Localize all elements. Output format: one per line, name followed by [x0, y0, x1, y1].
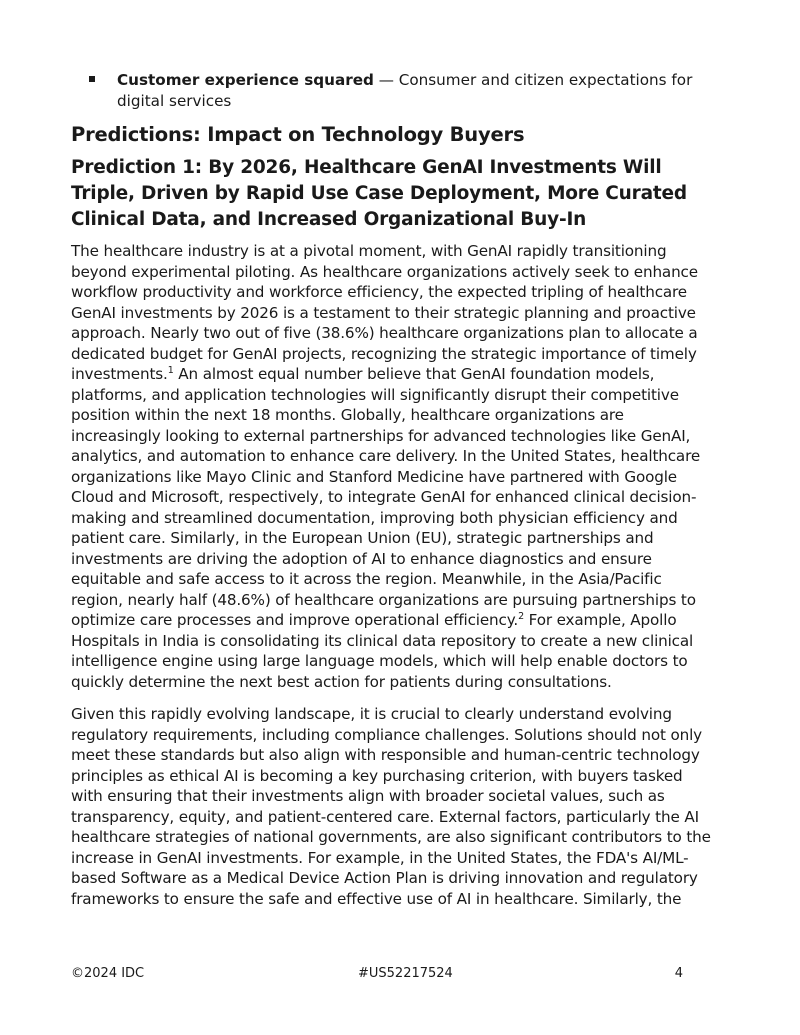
- prediction-heading: Prediction 1: By 2026, Healthcare GenAI Investments Will Triple, Driven by Rapid Use Case Deployment, More Curated Clinical Data, and Increased Organizational Buy-In: [71, 157, 687, 230]
- paragraph-text: For example, Apollo Hospitals in India is consolidating its clinical data repository to create a new clinical intelligence engine using large language models, which will help enable doctors to quickly determine the next best action for patients during consultations.: [71, 611, 694, 691]
- paragraph-text: An almost equal number believe that GenAI foundation models, platforms, and application technologies will significantly disrupt their competitive position within the next 18 months. Globally, healthcare organizations are increasingly looking to external partnerships for advanced technologies like GenAI, analytics, and automation to enhance care delivery. In the United States, healthcare organizations like Mayo Clinic and Stanford Medicine have partnered with Google Cloud and Microsoft, respectively, to integrate GenAI for enhanced clinical decision-making and streamlined documentation, improving both physician efficiency and patient care. Similarly, in the European Union (EU), strategic partnerships and investments are driving the adoption of AI to enhance diagnostics and ensure equitable and safe access to it across the region. Meanwhile, in the Asia/Pacific region, nearly half (48.6%) of healthcare organizations are pursuing partnerships to optimize care processes and improve operational efficiency.: [71, 365, 701, 629]
- footer-copyright: ©2024 IDC: [71, 966, 145, 981]
- bullet-text: — Consumer and citizen expectations for digital services: [117, 71, 693, 110]
- square-bullet-icon: [89, 76, 95, 82]
- bullet-term: Customer experience squared: [117, 71, 374, 89]
- page-footer: [71, 966, 683, 986]
- body-paragraph-1: [71, 241, 716, 692]
- footer-document-id: #US52217524: [358, 966, 453, 981]
- footnote-reference[interactable]: 1: [167, 364, 174, 376]
- paragraph-text: The healthcare industry is at a pivotal moment, with GenAI rapidly transitioning beyond experimental piloting. As healthcare organizations actively seek to enhance workflow productivity and workforce efficiency, the expected tripling of healthcare GenAI investments by 2026 is a testament to their strategic planning and proactive approach. Nearly two out of five (38.6%) healthcare organizations plan to allocate a dedicated budget for GenAI projects, recognizing the strategic importance of timely investments.: [71, 242, 698, 383]
- page-content: [71, 70, 716, 921]
- footnote-reference[interactable]: 2: [518, 610, 524, 622]
- bullet-list: [71, 70, 716, 111]
- body-paragraph-2: Given this rapidly evolving landscape, it is crucial to clearly understand evolving regulatory requirements, including compliance challenges. Solutions should not only meet these standards but also align with responsible and human-centric technology principles as ethical AI is becoming a key purchasing criterion, with buyers tasked with ensuring that their investments align with broader societal values, such as transparency, equity, and patient-centered care. External factors, particularly the AI healthcare strategies of national governments, are also significant contributors to the increase in GenAI investments. For example, in the United States, the FDA's AI/ML-based Software as a Medical Device Action Plan is driving innovation and regulatory frameworks to ensure the safe and effective use of AI in healthcare. Similarly, the: [71, 705, 711, 908]
- section-heading: Predictions: Impact on Technology Buyers: [71, 123, 525, 146]
- bullet-item: [71, 70, 716, 111]
- footer-page-number: 4: [674, 966, 683, 981]
